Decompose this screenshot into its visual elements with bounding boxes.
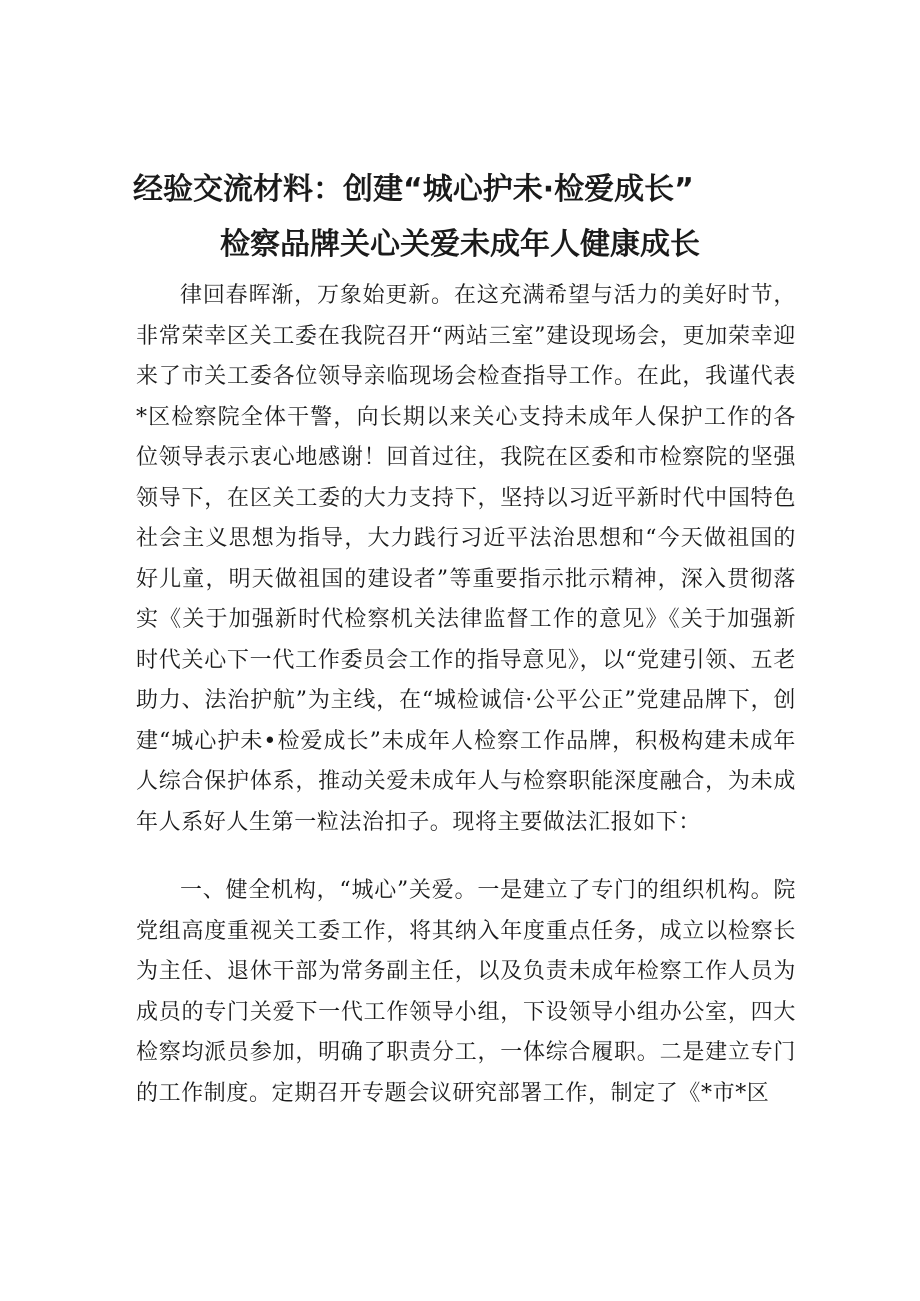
body-paragraph-1: 律回春晖渐，万象始更新。在这充满希望与活力的美好时节，非常荣幸区关工委在我院召开“两站三室”建设现场会，更加荣幸迎来了市关工委各位领导亲临现场会检查指导工作。在此，我谨代表*区检察院全体干警，向长期以来关心支持未成年人保护工作的各位领导表示衷心地感谢！回首过往，我院在区委和市检察院的坚强领导下，在区关工委的大力支持下，坚持以习近平新时代中国特色社会主义思想为指导，大力践行习近平法治思想和“今天做祖国的好儿童，明天做祖国的建设者”等重要指示批示精神，深入贯彻落实《关于加强新时代检察机关法律监督工作的意见》《关于加强新时代关心下一代工作委员会工作的指导意见》，以“党建引领、五老助力、法治护航”为主线，在“城检诚信·公平公正”党建品牌下，创建“城心护未•检爱成长”未成年人检察工作品牌，积极构建未成年人综合保护体系，推动关爱未成年人与检察职能深度融合，为未成年人系好人生第一粒法治扣子。现将主要做法汇报如下： [136,283,796,835]
document-title-line-2: 检察品牌关心关爱未成年人健康成长 [220,227,700,262]
body-paragraph-2: 一、健全机构，“城心”关爱。一是建立了专门的组织机构。院党组高度重视关工委工作，将其纳入年度重点任务，成立以检察长为主任、退休干部为常务副主任，以及负责未成年检察工作人员为成员的专门关爱下一代工作领导小组，下设领导小组办公室，四大检察均派员参加，明确了职责分工，一体综合履职。二是建立专门的工作制度。定期召开专题会议研究部署工作，制定了《*市*区 [136,878,796,1106]
document-title-line-1: 经验交流材料：创建“城心护未·检爱成长” [133,172,694,207]
